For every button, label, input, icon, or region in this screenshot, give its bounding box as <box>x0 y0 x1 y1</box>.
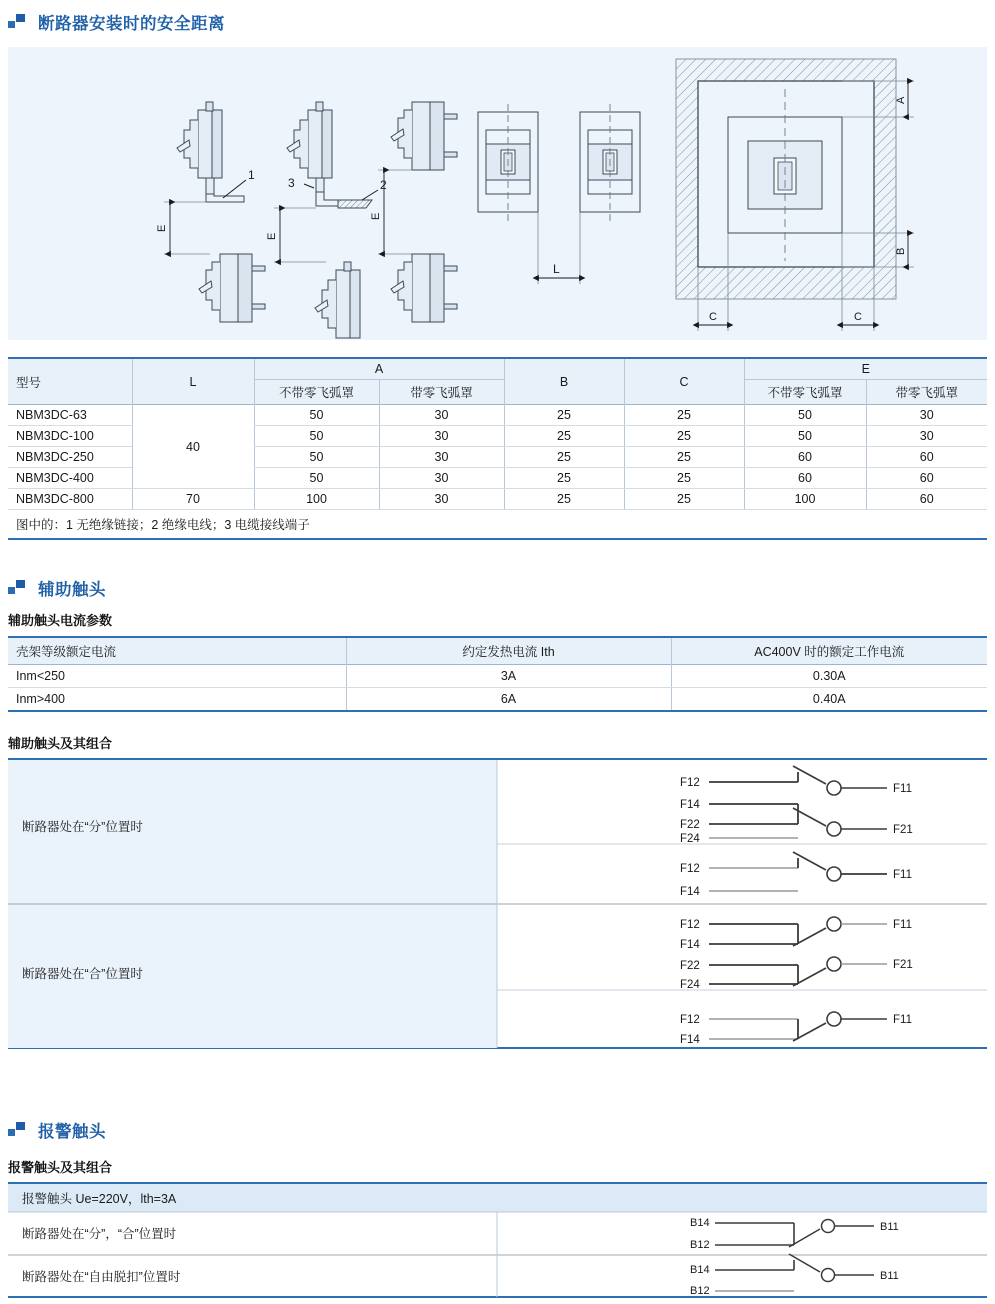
cell-a-no: 50 <box>254 426 379 447</box>
cell-a-with: 30 <box>379 447 504 468</box>
alarm-row-label-trip: 断路器处在“自由脱扣”位置时 <box>22 1270 181 1284</box>
aux-current-subtitle: 辅助触头电流参数 <box>8 613 113 628</box>
output-label-F21: F21 <box>893 959 913 971</box>
cell-model: NBM3DC-250 <box>8 447 132 468</box>
cell-b: 25 <box>504 426 624 447</box>
th-ith: 约定发热电流 Ith <box>346 637 671 665</box>
dimension-B: B <box>895 247 907 255</box>
cell-e-no: 100 <box>744 489 866 510</box>
cell-c: 25 <box>624 426 744 447</box>
terminal-label-F12: F12 <box>680 919 700 931</box>
aux-combo-subtitle: 辅助触头及其组合 <box>8 736 113 751</box>
th-B: B <box>504 358 624 405</box>
cell-b: 25 <box>504 468 624 489</box>
dimension-L: L <box>553 262 560 276</box>
callout-1: 1 <box>248 168 255 182</box>
table-note-row <box>8 510 987 540</box>
square-bullet-icon <box>8 580 26 596</box>
section-title: 报警触头 <box>38 1123 106 1141</box>
terminal-label-F14: F14 <box>680 939 700 951</box>
diagram-closed-two <box>680 1012 912 1046</box>
section-heading-aux <box>8 576 106 600</box>
section-title: 断路器安装时的安全距离 <box>38 15 225 33</box>
dimension-A: A <box>895 96 907 104</box>
cell-model: NBM3DC-63 <box>8 405 132 426</box>
aux-row-label-closed: 断路器处在“合”位置时 <box>22 967 143 981</box>
output-label-F21: F21 <box>893 824 913 836</box>
th-frame-current: 壳架等级额定电流 <box>8 637 346 665</box>
cell-c: 25 <box>624 489 744 510</box>
dimension-E: E <box>370 212 382 220</box>
cell-e-no: 50 <box>744 426 866 447</box>
cell-ith: 6A <box>346 688 671 712</box>
th-ac400: AC400V 时的额定工作电流 <box>671 637 987 665</box>
terminal-label-F22: F22 <box>680 819 700 831</box>
cell-frame: Inm>400 <box>16 692 65 706</box>
cell-L: 40 <box>132 405 254 489</box>
cell-e-with: 30 <box>866 426 987 447</box>
dimension-E: E <box>266 232 278 240</box>
diagram-alarm-closed <box>690 1217 899 1251</box>
terminal-label-F12: F12 <box>680 863 700 875</box>
clearance-drawing <box>8 47 987 340</box>
section-title: 辅助触头 <box>38 581 106 599</box>
terminal-label-B12: B12 <box>690 1285 710 1297</box>
diagram-alarm-open <box>690 1254 899 1297</box>
cell-c: 25 <box>624 468 744 489</box>
terminal-label-B12: B12 <box>690 1239 710 1251</box>
alarm-header-note: 报警触头 Ue=220V，lth=3A <box>22 1192 177 1206</box>
cell-a-with: 30 <box>379 489 504 510</box>
cell-L: 70 <box>132 489 254 510</box>
callout-2: 2 <box>380 178 387 192</box>
cell-a-with: 30 <box>379 405 504 426</box>
terminal-label-F12: F12 <box>680 1014 700 1026</box>
th-L: L <box>132 358 254 405</box>
output-label-F11: F11 <box>893 919 912 931</box>
cell-ac400: 0.40A <box>671 688 987 712</box>
table-row <box>8 405 987 426</box>
th-C: C <box>624 358 744 405</box>
terminal-label-F24: F24 <box>680 833 700 845</box>
alarm-row-label-open-closed: 断路器处在“分”，“合”位置时 <box>22 1227 177 1241</box>
square-bullet-icon <box>8 1122 26 1138</box>
th-A: A <box>254 358 504 380</box>
output-label-B11: B11 <box>880 1270 899 1282</box>
output-label-F11: F11 <box>893 869 912 881</box>
cell-model: NBM3DC-800 <box>8 489 132 510</box>
cell-b: 25 <box>504 489 624 510</box>
clearance-drawing-panel <box>8 47 987 340</box>
th-E: E <box>744 358 987 380</box>
cell-a-no: 50 <box>254 405 379 426</box>
cell-e-with: 60 <box>866 489 987 510</box>
dimension-C-right: C <box>854 311 862 323</box>
th-E-with-arc: 带零飞弧罩 <box>866 380 987 405</box>
terminal-label-F22: F22 <box>680 960 700 972</box>
table-row <box>8 489 987 510</box>
th-A-with-arc: 带零飞弧罩 <box>379 380 504 405</box>
terminal-label-B14: B14 <box>690 1217 710 1229</box>
cell-ith: 3A <box>346 665 671 688</box>
terminal-label-F24: F24 <box>680 979 700 991</box>
cell-e-no: 50 <box>744 405 866 426</box>
cell-frame: Inm<250 <box>8 665 346 688</box>
terminal-label-F14: F14 <box>680 1034 700 1046</box>
cell-a-no: 50 <box>254 447 379 468</box>
callout-3: 3 <box>288 176 295 190</box>
dimension-C-left: C <box>709 311 717 323</box>
cell-b: 25 <box>504 405 624 426</box>
cell-ac400: 0.30A <box>671 665 987 688</box>
cell-e-no: 60 <box>744 447 866 468</box>
output-label-B11: B11 <box>880 1221 899 1233</box>
terminal-label-B14: B14 <box>690 1264 710 1276</box>
cell-a-no: 50 <box>254 468 379 489</box>
table-note: 图中的：1 无绝缘链接；2 绝缘电线；3 电缆接线端子 <box>8 510 987 540</box>
diagram-open-two <box>680 852 912 898</box>
aux-current-table <box>8 636 987 712</box>
terminal-label-F12: F12 <box>680 777 700 789</box>
cell-e-no: 60 <box>744 468 866 489</box>
cell-e-with: 60 <box>866 468 987 489</box>
th-E-no-arc: 不带零飞弧罩 <box>744 380 866 405</box>
alarm-combo-subtitle: 报警触头及其组合 <box>8 1160 113 1175</box>
terminal-label-F14: F14 <box>680 886 700 898</box>
cell-a-no: 100 <box>254 489 379 510</box>
clearance-dimension-table <box>8 357 987 540</box>
cell-c: 25 <box>624 447 744 468</box>
aux-row-label-open: 断路器处在“分”位置时 <box>22 820 143 834</box>
cell-a-with: 30 <box>379 468 504 489</box>
th-A-no-arc: 不带零飞弧罩 <box>254 380 379 405</box>
table-row <box>8 665 987 688</box>
cell-c: 25 <box>624 405 744 426</box>
cell-a-with: 30 <box>379 426 504 447</box>
cell-e-with: 60 <box>866 447 987 468</box>
cell-model: NBM3DC-400 <box>8 468 132 489</box>
th-model: 型号 <box>8 358 132 405</box>
cell-b: 25 <box>504 447 624 468</box>
cell-model: NBM3DC-100 <box>8 426 132 447</box>
section-heading-alarm <box>8 1118 106 1142</box>
diagram-closed-four <box>680 917 913 991</box>
alarm-combination-table <box>8 1182 987 1299</box>
output-label-F11: F11 <box>893 1014 912 1026</box>
section-heading-clearance <box>8 10 225 34</box>
square-bullet-icon <box>8 14 26 30</box>
table-row <box>8 688 987 712</box>
terminal-label-F14: F14 <box>680 799 700 811</box>
dimension-E: E <box>156 224 168 232</box>
cell-e-with: 30 <box>866 405 987 426</box>
output-label-F11: F11 <box>893 783 912 795</box>
diagram-open-four <box>680 766 913 845</box>
aux-combination-visual <box>8 758 987 1050</box>
